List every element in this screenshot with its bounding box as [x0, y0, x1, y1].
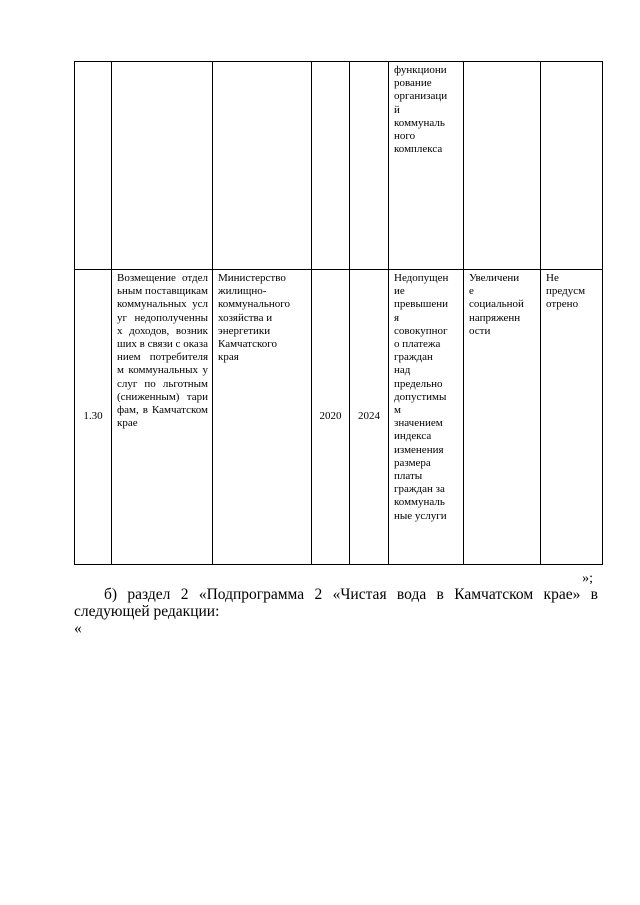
- cell-link: Не предусм отрено: [541, 270, 603, 565]
- cell-link: [541, 62, 603, 270]
- cell-expected-result: Недопущен ие превышени я совокупног о платежа граждан над предельно допустимы м значением индекса изменения размера платы граждан за коммуналь ные услуги: [389, 270, 464, 565]
- table-row: [75, 62, 603, 270]
- cell-number: 1.30: [75, 270, 112, 565]
- opening-quote: «: [74, 620, 82, 637]
- cell-start-year: [312, 62, 350, 270]
- table-row: [75, 270, 603, 565]
- cell-number: [75, 62, 112, 270]
- cell-expected-result: функциони рование организаци й коммуналь ного комплекса: [389, 62, 464, 270]
- cell-measure-name: [112, 62, 213, 270]
- program-measures-table: [74, 61, 603, 565]
- cell-consequence: [464, 62, 541, 270]
- closing-quote: »;: [582, 571, 593, 586]
- cell-executor: Министерство жилищно- коммунального хозяйства и энергетики Камчатского края: [213, 270, 312, 565]
- cell-executor: [213, 62, 312, 270]
- cell-consequence: Увеличени е социальной напряженн ости: [464, 270, 541, 565]
- cell-end-year: [350, 62, 389, 270]
- cell-start-year: 2020: [312, 270, 350, 565]
- cell-end-year: 2024: [350, 270, 389, 565]
- amendment-paragraph: б) раздел 2 «Подпрограмма 2 «Чистая вода в Камчатском крае» в следующей редакции:: [74, 586, 598, 620]
- cell-measure-name: Возмещение отдельным поставщикам коммунальных услуг недополученны х доходов, возникших в связи с оказанием потребителям коммунальных услуг по льготным (сниженным) тарифам, в Камчатском крае: [112, 270, 213, 565]
